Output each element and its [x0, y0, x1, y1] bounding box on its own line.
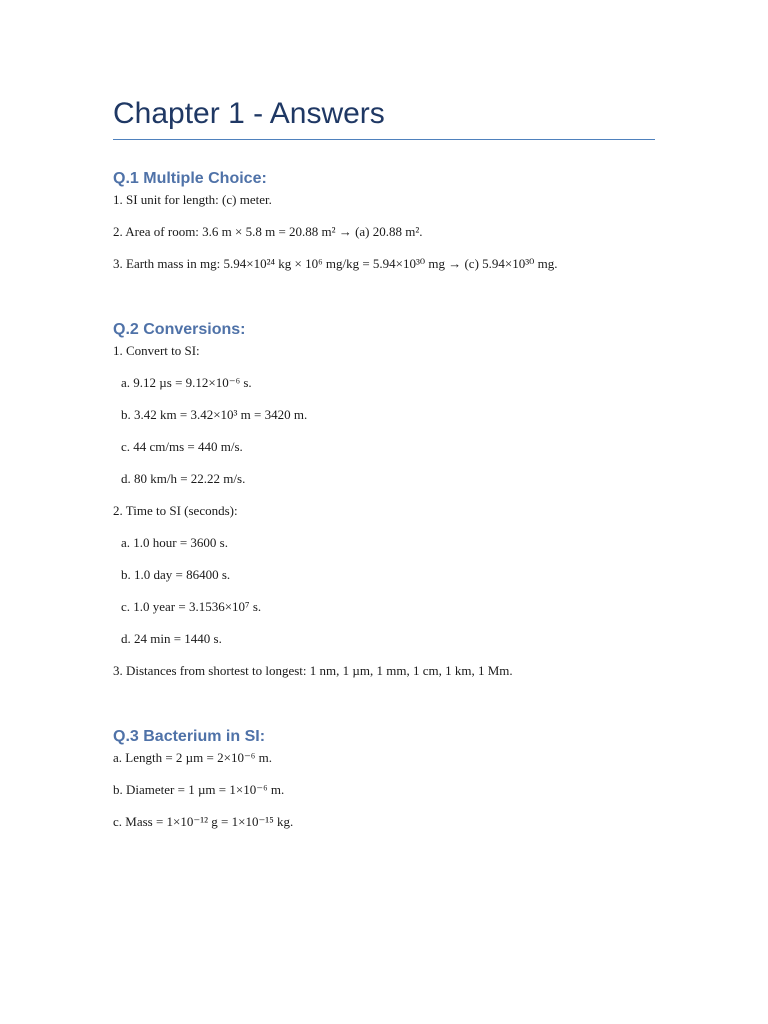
answer-subline: b. 3.42 km = 3.42×10³ m = 3420 m.: [121, 407, 308, 422]
page-title: Chapter 1 - Answers: [113, 94, 655, 140]
answer-line: 1. Convert to SI:: [113, 343, 200, 358]
section-heading: Q.1 Multiple Choice:: [113, 170, 267, 187]
answer-line: 1. SI unit for length: (c) meter.: [113, 192, 272, 207]
section-heading: Q.3 Bacterium in SI:: [113, 728, 266, 745]
answer-subline: c. 44 cm/ms = 440 m/s.: [121, 439, 243, 454]
section-bacterium: [113, 727, 655, 845]
section-multiple-choice: [113, 169, 655, 287]
answer-line: 2. Time to SI (seconds):: [113, 503, 238, 518]
answer-subline: d. 80 km/h = 22.22 m/s.: [121, 471, 246, 486]
answer-line: 3. Earth mass in mg: 5.94×10²⁴ kg × 10⁶ mg/kg = 5.94×10³⁰ mg → (c) 5.94×10³⁰ mg.: [113, 256, 558, 271]
answer-subline: a. 9.12 µs = 9.12×10⁻⁶ s.: [121, 375, 252, 390]
answer-subline: a. 1.0 hour = 3600 s.: [121, 535, 228, 550]
answer-line: 3. Distances from shortest to longest: 1 nm, 1 µm, 1 mm, 1 cm, 1 km, 1 Mm.: [113, 663, 513, 678]
answer-subline: c. 1.0 year = 3.1536×10⁷ s.: [121, 599, 262, 614]
answer-line: 2. Area of room: 3.6 m × 5.8 m = 20.88 m² → (a) 20.88 m².: [113, 224, 423, 239]
answer-subline: d. 24 min = 1440 s.: [121, 631, 222, 646]
document-page: [113, 94, 655, 845]
answer-subline: b. 1.0 day = 86400 s.: [121, 567, 231, 582]
section-conversions: [113, 320, 655, 694]
answer-line: a. Length = 2 µm = 2×10⁻⁶ m.: [113, 750, 272, 765]
section-heading: Q.2 Conversions:: [113, 321, 246, 338]
answer-line: c. Mass = 1×10⁻¹² g = 1×10⁻¹⁵ kg.: [113, 814, 294, 829]
answer-line: b. Diameter = 1 µm = 1×10⁻⁶ m.: [113, 782, 285, 797]
